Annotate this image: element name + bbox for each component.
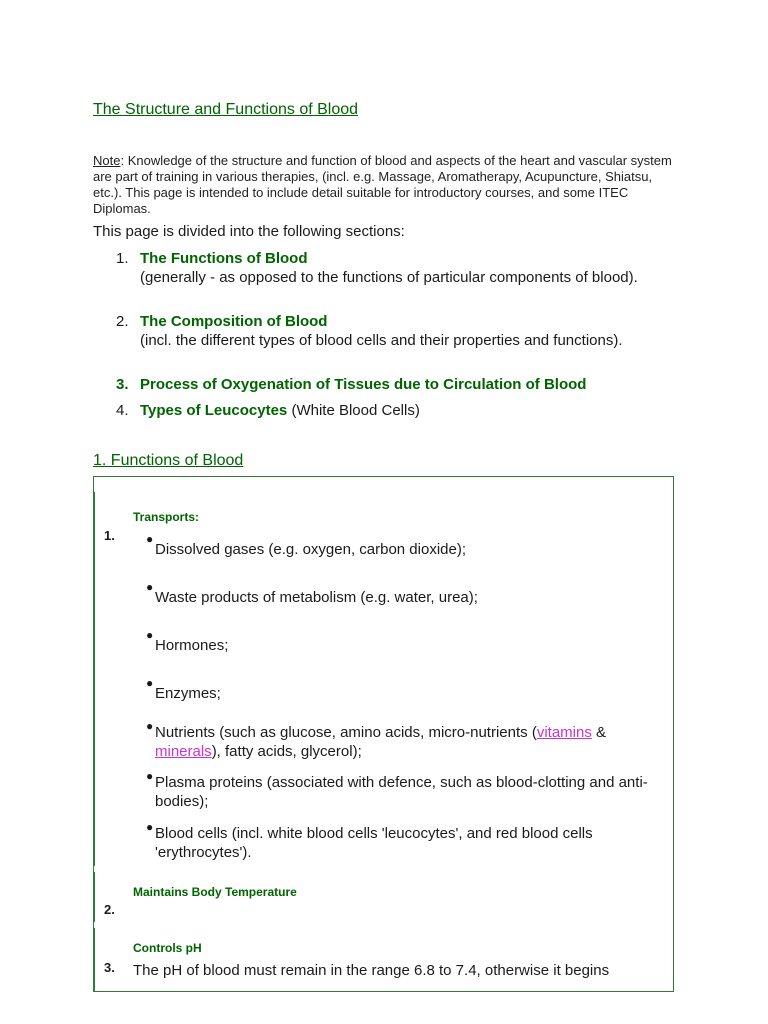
section-desc: (incl. the different types of blood cells and their properties and functions). xyxy=(140,332,623,349)
minerals-link[interactable]: minerals xyxy=(155,743,212,760)
vitamins-link[interactable]: vitamins xyxy=(536,724,592,741)
section-number: 4. xyxy=(116,402,129,419)
row-divider xyxy=(93,492,95,866)
list-item: ● Enzymes; xyxy=(146,676,221,702)
row-divider xyxy=(93,928,95,992)
section-item-2 xyxy=(116,312,676,350)
bullet-icon: ● xyxy=(146,769,154,783)
section-link-composition[interactable]: The Composition of Blood xyxy=(140,313,328,330)
section-item-1 xyxy=(116,249,676,287)
section-item-3 xyxy=(116,375,676,394)
section-link-oxygenation[interactable]: Process of Oxygenation of Tissues due to Circulation of Blood xyxy=(140,376,587,393)
function-number: 3. xyxy=(104,960,115,975)
row-divider xyxy=(93,872,95,922)
section-number: 2. xyxy=(116,313,129,330)
list-item: ● Plasma proteins (associated with defence, such as blood-clotting and anti-bodies); xyxy=(146,769,648,810)
list-item: ● Hormones; xyxy=(146,628,229,654)
list-item: ● Blood cells (incl. white blood cells 'leucocytes', and red blood cells 'erythrocytes'). xyxy=(146,820,593,861)
bullet-icon: ● xyxy=(146,580,154,594)
list-item: ● Nutrients (such as glucose, amino acids, micro-nutrients (vitamins & minerals), fatty acids, glycerol); xyxy=(146,719,607,760)
list-item: ● Dissolved gases (e.g. oxygen, carbon dioxide); xyxy=(146,532,467,558)
section-desc: (generally - as opposed to the functions of particular components of blood). xyxy=(140,269,638,286)
function-heading-temperature: Maintains Body Temperature xyxy=(133,885,297,899)
function-number: 1. xyxy=(104,528,115,543)
bullet-icon: ● xyxy=(146,676,154,690)
sections-intro: This page is divided into the following sections: xyxy=(93,223,405,240)
note-label: Note xyxy=(93,153,121,168)
list-item: ● Waste products of metabolism (e.g. water, urea); xyxy=(146,580,478,606)
bullet-icon: ● xyxy=(146,820,154,834)
section-link-leucocytes[interactable]: Types of Leucocytes xyxy=(140,402,288,419)
bullet-icon: ● xyxy=(146,719,154,733)
function-heading-transports: Transports: xyxy=(133,510,200,524)
section-item-4 xyxy=(116,401,676,420)
functions-heading[interactable]: 1. Functions of Blood xyxy=(93,452,244,469)
bullet-icon: ● xyxy=(146,628,154,642)
note-text: : Knowledge of the structure and function of blood and aspects of the heart and vascular system are part of training in various therapies, (incl. e.g. Massage, Aromatherapy, Acupuncture, Shiatsu, etc.). This page is intended to include detail suitable for introductory courses, and some ITEC Diplomas. xyxy=(93,153,672,216)
section-desc: (White Blood Cells) xyxy=(291,402,420,419)
section-link-functions[interactable]: The Functions of Blood xyxy=(140,250,308,267)
section-number: 3. xyxy=(116,376,129,393)
function-heading-ph: Controls pH xyxy=(133,941,202,955)
page-title[interactable]: The Structure and Functions of Blood xyxy=(93,101,359,118)
function-number: 2. xyxy=(104,902,115,917)
ph-text: The pH of blood must remain in the range 6.8 to 7.4, otherwise it begins xyxy=(133,962,610,979)
bullet-icon: ● xyxy=(146,532,154,546)
note-paragraph xyxy=(93,153,683,217)
section-number: 1. xyxy=(116,250,129,267)
